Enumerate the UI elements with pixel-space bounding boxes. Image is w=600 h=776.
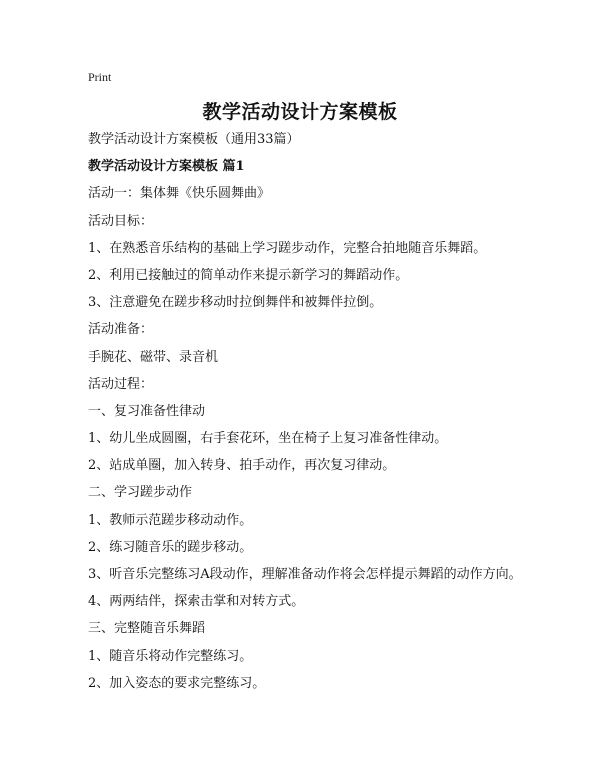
paragraph-line: 3、听音乐完整练习A段动作，理解准备动作将会怎样提示舞蹈的动作方向。 bbox=[88, 567, 522, 582]
paragraph-line: 活动目标： bbox=[88, 213, 154, 229]
paragraph-line: 一、复习准备性律动 bbox=[88, 403, 206, 419]
paragraph-line: 二、学习蹉步动作 bbox=[88, 485, 193, 501]
paragraph-line: 三、完整随音乐舞蹈 bbox=[88, 621, 206, 637]
page-title: 教学活动设计方案模板 bbox=[202, 101, 398, 123]
document-body bbox=[88, 129, 568, 700]
paragraph-line: 2、加入姿态的要求完整练习。 bbox=[88, 675, 266, 691]
paragraph-line: 2、练习随音乐的蹉步移动。 bbox=[88, 539, 253, 555]
section-heading: 教学活动设计方案模板 篇1 bbox=[88, 159, 245, 175]
paragraph-line: 活动准备： bbox=[88, 322, 154, 338]
paragraph-line: 3、注意避免在蹉步移动时拉倒舞伴和被舞伴拉倒。 bbox=[88, 295, 383, 311]
paragraph-line: 活动过程： bbox=[88, 376, 154, 392]
print-label: Print bbox=[88, 70, 112, 84]
paragraph-line: 4、两两结伴，探索击掌和对转方式。 bbox=[88, 594, 305, 610]
paragraph-line: 1、教师示范蹉步移动动作。 bbox=[88, 512, 253, 528]
paragraph-line: 手腕花、磁带、录音机 bbox=[88, 349, 219, 365]
paragraph-line: 1、幼儿坐成圆圈，右手套花环，坐在椅子上复习准备性律动。 bbox=[88, 431, 448, 447]
paragraph-line: 2、站成单圈，加入转身、拍手动作，再次复习律动。 bbox=[88, 458, 396, 474]
paragraph-line: 2、利用已接触过的简单动作来提示新学习的舞蹈动作。 bbox=[88, 267, 409, 283]
paragraph-line: 活动一：集体舞《快乐圆舞曲》 bbox=[88, 186, 271, 202]
subtitle-line: 教学活动设计方案模板（通用33篇） bbox=[88, 132, 300, 147]
paragraph-line: 1、随音乐将动作完整练习。 bbox=[88, 648, 253, 664]
paragraph-line: 1、在熟悉音乐结构的基础上学习蹉步动作，完整合拍地随音乐舞蹈。 bbox=[88, 240, 487, 256]
